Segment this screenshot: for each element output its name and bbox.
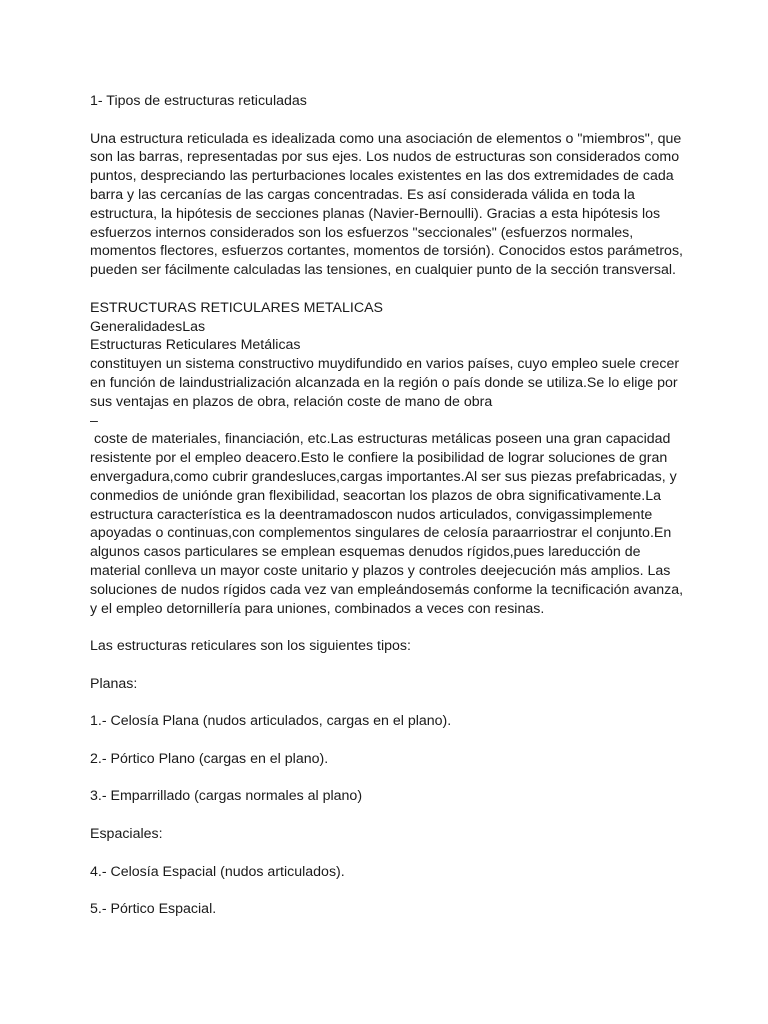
paragraph-line: constituyen un sistema constructivo muydifundido en varios países, cuyo empleo suele crecer [90, 356, 680, 373]
paragraph-line: coste de materiales, financiación, etc.Las estructuras metálicas poseen una gran capacidad [90, 431, 671, 448]
paragraph-line: estructura, la hipótesis de secciones planas (Navier-Bernoulli). Gracias a esta hipótesis los [90, 205, 661, 222]
paragraph-line: algunos casos particulares se emplean esquemas denudos rígidos,pues lareducción de [90, 544, 641, 561]
paragraph-line: resistente por el empleo deacero.Esto le confiere la posibilidad de lograr soluciones de gran [90, 450, 668, 467]
paragraph-line: son las barras, representadas por sus ejes. Los nudos de estructuras son considerados como [90, 149, 680, 166]
paragraph-line: material conlleva un mayor coste unitario y plazos y controles deejecución más amplios. Las [90, 562, 671, 579]
section-heading: 1- Tipos de estructuras reticuladas [90, 93, 307, 109]
espaciales-label: Espaciales: [90, 826, 163, 843]
planas-label: Planas: [90, 675, 138, 692]
dash-line: – [90, 412, 98, 429]
paragraph-line: barra y las cercanías de las cargas concentradas. Es así considerada válida en toda la [90, 186, 635, 203]
paragraph-line: soluciones de nudos rígidos cada vez van empleándosemás conforme la tecnificación avanza, [90, 581, 684, 598]
paragraph-line: esfuerzos internos considerados son los esfuerzos "seccionales" (esfuerzos normales, [90, 224, 634, 241]
list-item: 1.- Celosía Plana (nudos articulados, cargas en el plano). [90, 713, 452, 730]
subheading: GeneralidadesLas [90, 318, 206, 335]
paragraph-line: pueden ser fácilmente calculadas las tensiones, en cualquier punto de la sección transversal. [90, 262, 676, 279]
list-item: 5.- Pórtico Espacial. [90, 901, 217, 918]
list-item: 2.- Pórtico Plano (cargas en el plano). [90, 750, 329, 767]
list-item: 3.- Emparrillado (cargas normales al plano) [90, 788, 363, 805]
paragraph-line: estructura característica es la deentramadoscon nudos articulados, convigassimplemente [90, 506, 653, 523]
types-intro: Las estructuras reticulares son los siguientes tipos: [90, 638, 411, 655]
list-item: 4.- Celosía Espacial (nudos articulados). [90, 863, 345, 880]
intro-paragraph [90, 130, 683, 280]
paragraph-line: envergadura,como cubrir grandesluces,cargas importantes.Al ser sus piezas prefabricadas, y [90, 468, 677, 485]
paragraph-line: y el empleo detornillería para uniones, combinados a veces con resinas. [90, 600, 545, 617]
paragraph-line: en función de laindustrialización alcanzada en la región o país donde se utiliza.Se lo elige por [90, 374, 678, 391]
subheading: Estructuras Reticulares Metálicas [90, 337, 301, 354]
section-title: ESTRUCTURAS RETICULARES METALICAS [90, 299, 383, 316]
paragraph-line: sus ventajas en plazos de obra, relación coste de mano de obra [90, 393, 493, 410]
paragraph-line: Una estructura reticulada es idealizada como una asociación de elementos o "miembros", que [90, 130, 682, 147]
paragraph-line: momentos flectores, esfuerzos cortantes, momentos de torsión). Conocidos estos parámetros, [90, 243, 683, 260]
paragraph-line: puntos, despreciando las perturbaciones locales existentes en las dos extremidades de cada [90, 168, 674, 185]
document-page [90, 92, 684, 919]
paragraph-line: apoyadas o continuas,con complementos singulares de celosía paraarriostrar el conjunto.En [90, 525, 672, 542]
metal-structures-section [90, 299, 684, 619]
paragraph-line: conmedios de uniónde gran flexibilidad, seacortan los plazos de obra significativamente.La [90, 487, 662, 504]
